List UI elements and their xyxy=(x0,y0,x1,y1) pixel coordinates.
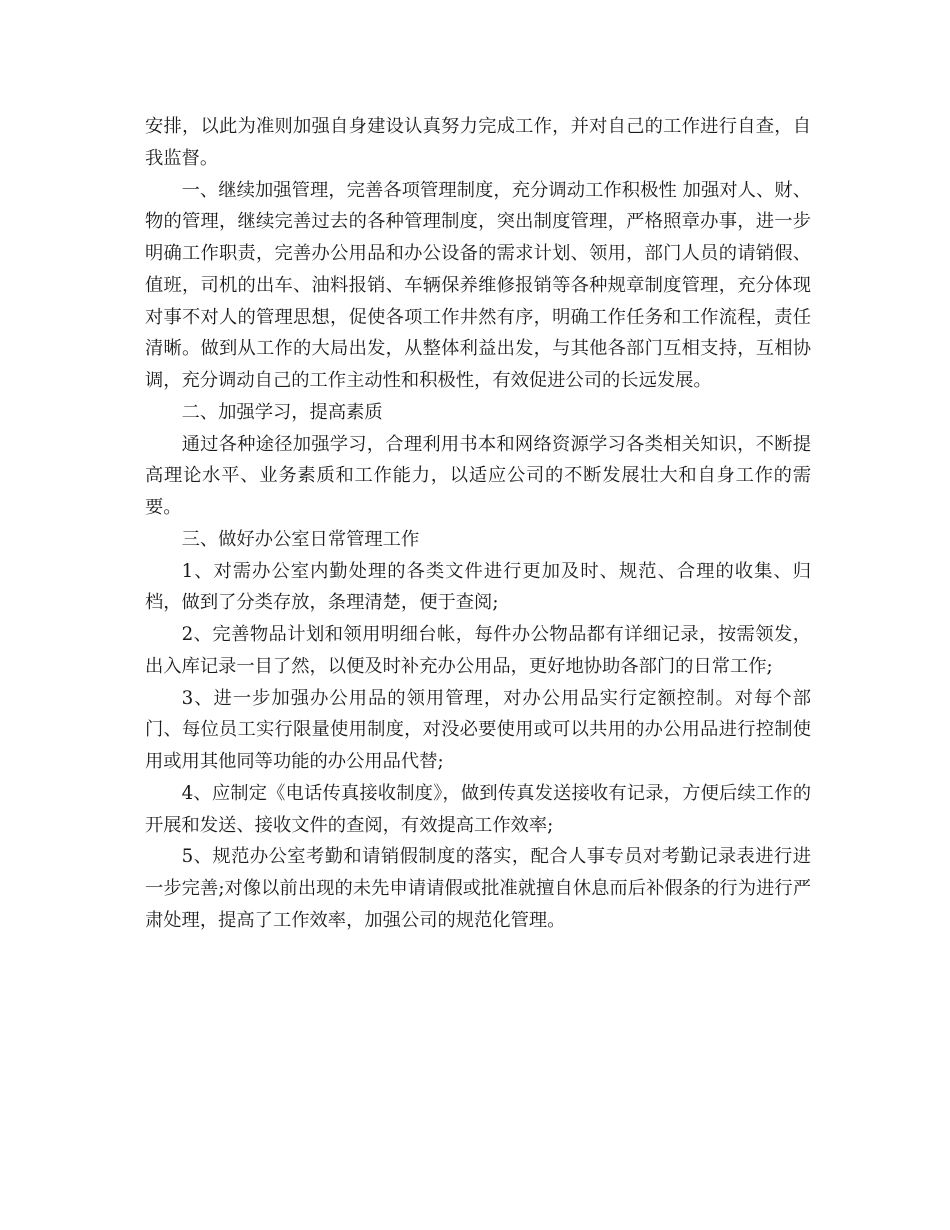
document-body xyxy=(145,111,811,937)
list-item-4: 4、应制定《电话传真接收制度》，做到传真发送接收有记录，方便后续工作的开展和发送、接收文件的查阅，有效提高工作效率; xyxy=(145,782,811,836)
heading-section-three: 三、做好办公室日常管理工作 xyxy=(181,528,420,550)
paragraph-section-one: 一、继续加强管理，完善各项管理制度，充分调动工作积极性 加强对人、财、物的管理，继续完善过去的各种管理制度，突出制度管理，严格照章办事，进一步明确工作职责，完善办公用品和办公设备的需求计划、领用，部门人员的请销假、值班，司机的出车、油料报销、车辆保养维修报销等各种规章制度管理，充分体现对事不对人的管理思想，促使各项工作井然有序，明确工作任务和工作流程，责任清晰。做到从工作的大局出发，从整体利益出发，与其他各部门互相支持，互相协调，充分调动自己的工作主动性和积极性，有效促进公司的长远发展。 xyxy=(145,179,811,391)
list-item-1: 1、对需办公室内勤处理的各类文件进行更加及时、规范、合理的收集、归档，做到了分类存放，条理清楚，便于查阅; xyxy=(145,560,811,614)
paragraph-intro-continuation: 安排，以此为准则加强自身建设认真努力完成工作，并对自己的工作进行自查，自我监督。 xyxy=(145,116,811,169)
heading-section-two: 二、加强学习，提高素质 xyxy=(181,401,383,423)
list-item-2: 2、完善物品计划和领用明细台帐，每件办公物品都有详细记录，按需领发，出入库记录一目了然，以便及时补充办公用品，更好地协助各部门的日常工作; xyxy=(145,624,811,677)
list-item-5: 5、规范办公室考勤和请销假制度的落实，配合人事专员对考勤记录表进行进一步完善;对像以前出现的未先申请请假或批准就擅自休息而后补假条的行为进行严肃处理，提高了工作效率，加强公司的规范化管理。 xyxy=(145,846,811,931)
list-item-3: 3、进一步加强办公用品的领用管理，对办公用品实行定额控制。对每个部门、每位员工实行限量使用制度，对没必要使用或可以共用的办公用品进行控制使用或用其他同等功能的办公用品代替; xyxy=(145,687,811,772)
paragraph-section-two: 通过各种途径加强学习，合理利用书本和网络资源学习各类相关知识，不断提高理论水平、业务素质和工作能力，以适应公司的不断发展壮大和自身工作的需要。 xyxy=(145,433,811,518)
